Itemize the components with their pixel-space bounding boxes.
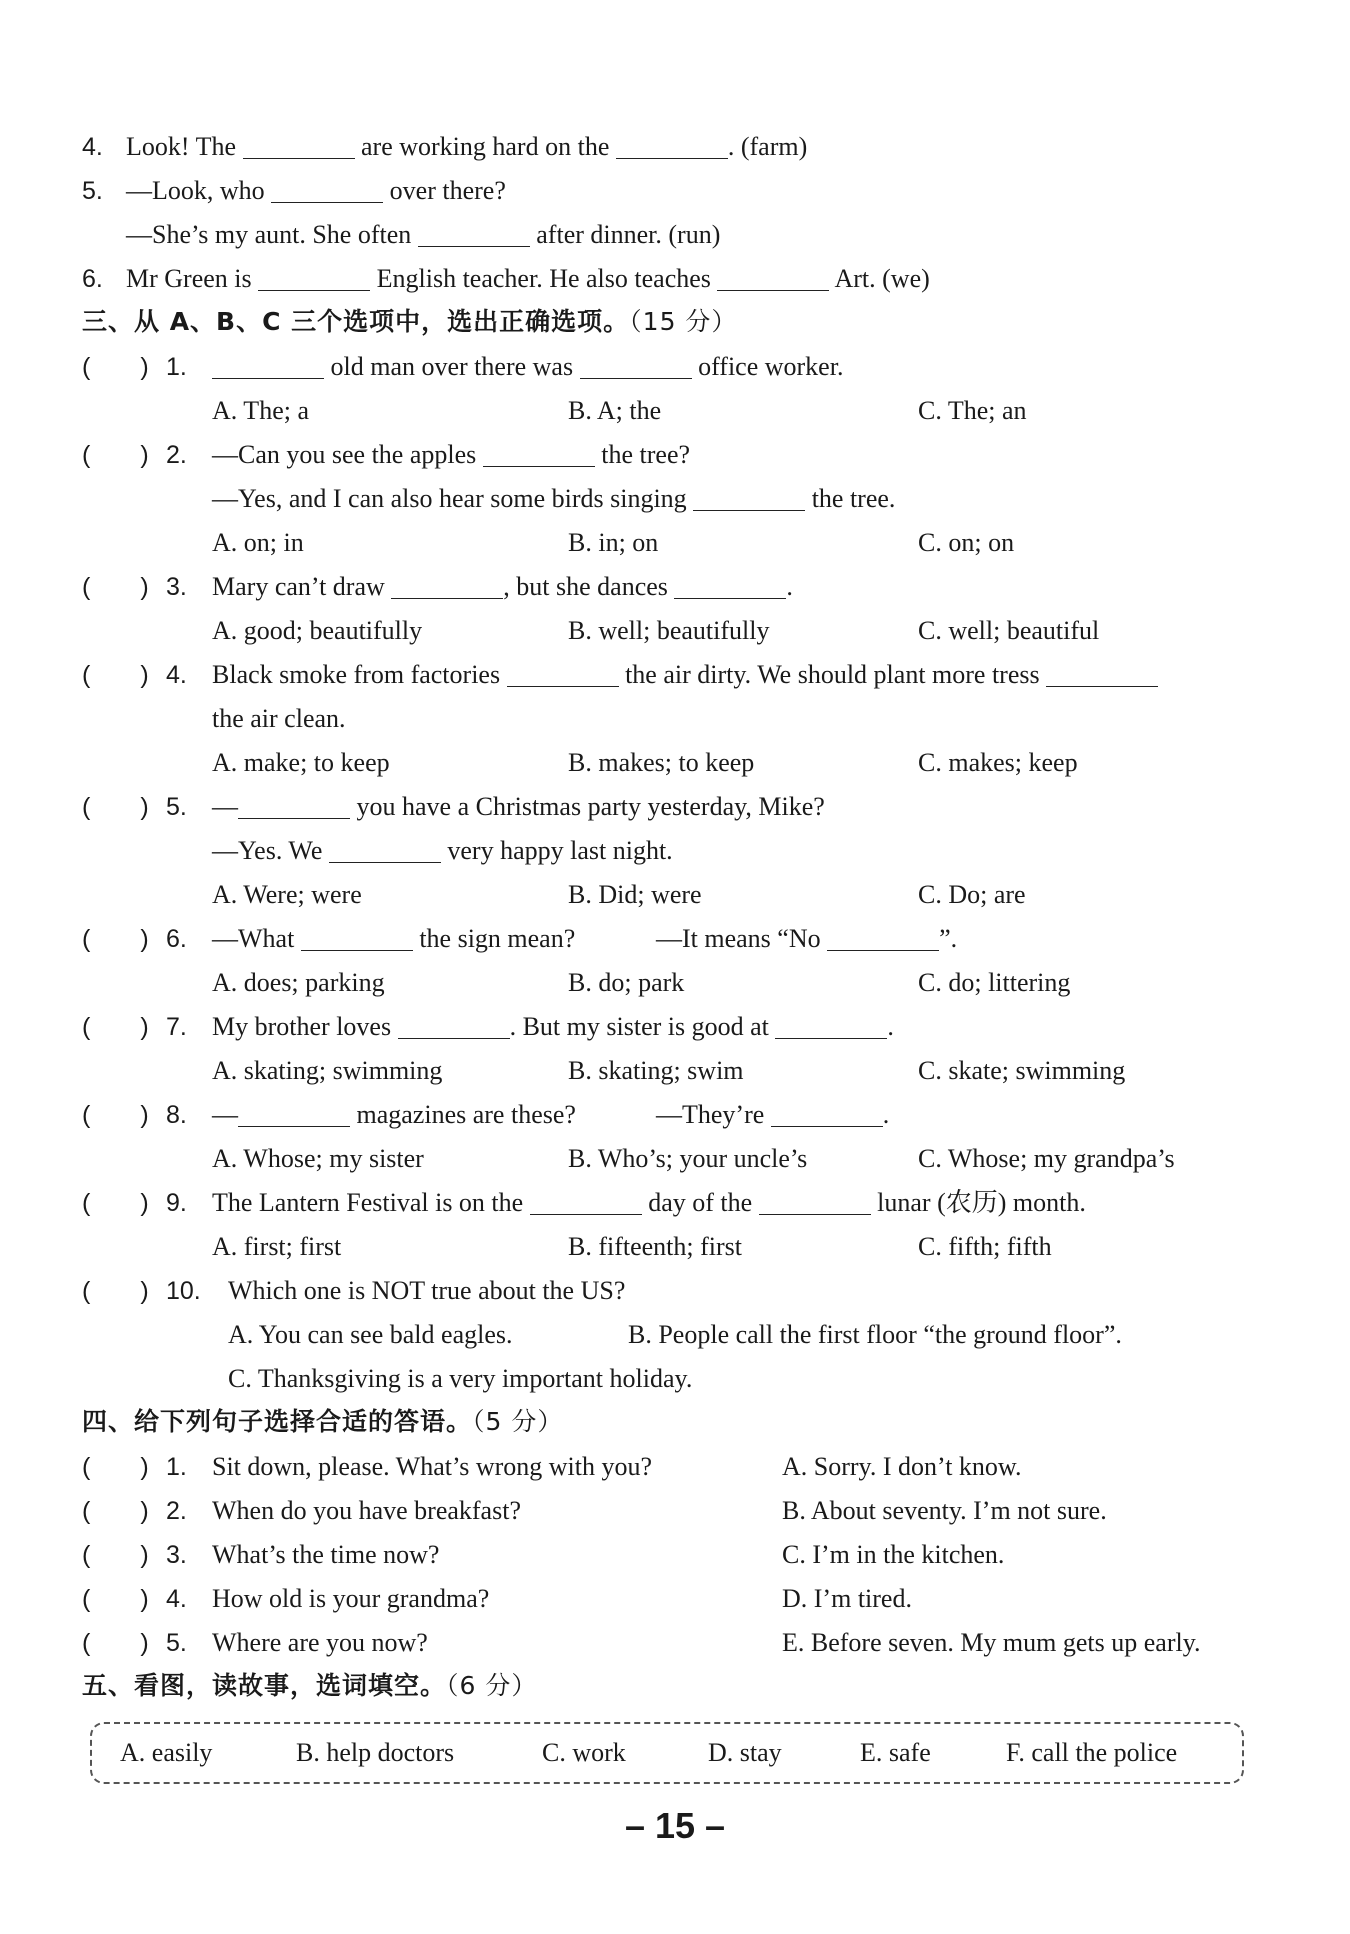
option-a[interactable]: A. good; beautifully [212, 616, 423, 645]
question-text: —Look, who over there? [126, 176, 506, 205]
question-text: Mr Green is English teacher. He also teaches Art. (we) [126, 264, 930, 293]
option-c[interactable]: C. Do; are [918, 880, 1026, 909]
question-text: —She’s my aunt. She often after dinner. (run) [126, 220, 721, 249]
answer-bracket[interactable]: ( ) [82, 1453, 149, 1481]
section-3-title: 三、从 A、B、C 三个选项中，选出正确选项。（15 分） [82, 307, 738, 336]
option-a[interactable]: A. The; a [212, 396, 309, 425]
question-text: —Can you see the apples the tree? [212, 440, 691, 469]
answer-bracket[interactable]: ( ) [82, 925, 149, 953]
answer-blank [483, 440, 595, 467]
question-text: the air clean. [212, 704, 346, 733]
option-c[interactable]: C. makes; keep [918, 748, 1078, 777]
option-a[interactable]: A. on; in [212, 528, 304, 557]
option-b[interactable]: B. in; on [568, 528, 659, 557]
answer-bracket[interactable]: ( ) [82, 1585, 149, 1613]
answer-blank [238, 1100, 350, 1127]
answer-blank[interactable] [616, 132, 728, 159]
option-a[interactable]: A. skating; swimming [212, 1056, 443, 1085]
option-b[interactable]: B. People call the first floor “the ground floor”. [628, 1320, 1122, 1349]
match-question: Sit down, please. What’s wrong with you? [212, 1452, 653, 1481]
question-text: Look! The are working hard on the . (farm) [126, 132, 808, 161]
answer-bracket[interactable]: ( ) [82, 441, 149, 469]
match-question: How old is your grandma? [212, 1584, 490, 1613]
answer-bracket[interactable]: ( ) [82, 1629, 149, 1657]
option-a[interactable]: A. make; to keep [212, 748, 390, 777]
answer-blank[interactable] [243, 132, 355, 159]
answer-blank [212, 352, 324, 379]
match-answer: E. Before seven. My mum gets up early. [782, 1628, 1201, 1657]
option-a[interactable]: A. Whose; my sister [212, 1144, 424, 1173]
answer-bracket[interactable]: ( ) [82, 1277, 149, 1305]
question-text: —They’re . [656, 1100, 890, 1129]
answer-bracket[interactable]: ( ) [82, 353, 149, 381]
option-c[interactable]: C. do; littering [918, 968, 1071, 997]
question-text: Mary can’t draw , but she dances . [212, 572, 793, 601]
answer-blank [827, 924, 939, 951]
word-option-d: D. stay [708, 1738, 782, 1767]
answer-bracket[interactable]: ( ) [82, 1497, 149, 1525]
question-text: —It means “No ”. [656, 924, 958, 953]
option-b[interactable]: B. Who’s; your uncle’s [568, 1144, 808, 1173]
page-number: – 15 – [624, 1805, 726, 1846]
answer-blank[interactable] [258, 264, 370, 291]
question-text: old man over there was office worker. [212, 347, 843, 387]
option-c[interactable]: C. Whose; my grandpa’s [918, 1144, 1175, 1173]
option-b[interactable]: B. skating; swim [568, 1056, 744, 1085]
answer-blank [398, 1012, 510, 1039]
option-c[interactable]: C. The; an [918, 396, 1027, 425]
section-4-title: 四、给下列句子选择合适的答语。（5 分） [82, 1407, 564, 1436]
option-a[interactable]: A. does; parking [212, 968, 385, 997]
question-text: —Yes. We very happy last night. [212, 836, 673, 865]
option-a[interactable]: A. You can see bald eagles. [228, 1320, 513, 1349]
answer-bracket[interactable]: ( ) [82, 573, 149, 601]
worksheet-page: 4. Look! The are working hard on the . (farm) 5. —Look, who over there? —She’s my aunt. She often after dinner. (run) 6. Mr Green is English teacher. He also teaches Art. (we) 三、从 A、B、C 三个选项中，选出正确选项。（15 分） ( ) 1. old man over there was office worker. A. The; a B. A; the C. The; an ( ) 2. —Can you see the apples the tree? —Yes, and I can also hear some birds singing the tree. A. on; in B. in; on C. on; on ( ) 3. Mary can’t draw , but she dances . A. good; beautifully B. well; beautifully C. well; beautiful ( ) 4. Black smoke from factories the air dirty. We should plant more tress the air clean. A. make; to keep B. makes; to keep C. makes; keep ( ) 5. — you have a Christmas party yesterday, Mike? —Yes. We very happy last night. A. Were; were B. Did; were C. Do; are ( ) 6. —What the sign mean? —It means “No ”. A. does; parking B. do; park C. do; littering ( ) 7. My brother loves . But my sister is good at . A. skating; swimming B. skating; swim C. skate; swimming ( ) 8. — magazines are these? —They’re . A. Whose; my sister B. Who’s; your uncle’s C. Whose; my grandpa’s ( ) 9. The Lantern Festival is on the day of the lunar (农历) month. A. first; first B. fifteenth; first C. fifth; fifth ( ) 10. Which one is NOT true about the US? A. You can see bald eagles. B. People call the first floor “the ground floor”. C. Thanksgiving is a very important holiday. 四、给下列句子选择合适的答语。（5 分） ( ) 1. Sit down, please. What’s wrong with you? A. Sorry. I don’t know. ( ) 2. When do you have breakfast? B. About seventy. I’m not sure. ( ) 3. What’s the time now? C. I’m in the kitchen. ( ) 4. How old is your grandma? D. I’m tired. ( ) 5. Where are you now? E. Before seven. My mum gets up early. 五、看图，读故事，选词填空。（6 分） A. easily B. help doctors C. work D. stay E. safe F. call the police – 15 – [0, 0, 1350, 1934]
option-b[interactable]: B. Did; were [568, 880, 702, 909]
answer-blank [329, 836, 441, 863]
question-text: Which one is NOT true about the US? [228, 1276, 626, 1305]
word-option-e: E. safe [860, 1738, 931, 1767]
answer-bracket[interactable]: ( ) [82, 793, 149, 821]
question-text: My brother loves . But my sister is good at . [212, 1012, 894, 1041]
question-text: —What the sign mean? [212, 924, 576, 953]
question-text: The Lantern Festival is on the day of the lunar (农历) month. [212, 1188, 1086, 1217]
answer-blank [391, 572, 503, 599]
match-question: What’s the time now? [212, 1540, 440, 1569]
question-text: —Yes, and I can also hear some birds singing the tree. [212, 484, 896, 513]
match-answer: A. Sorry. I don’t know. [782, 1452, 1022, 1481]
answer-blank [1046, 660, 1158, 687]
word-option-a: A. easily [120, 1738, 213, 1767]
answer-bracket[interactable]: ( ) [82, 1189, 149, 1217]
answer-bracket[interactable]: ( ) [82, 1541, 149, 1569]
answer-blank [507, 660, 619, 687]
answer-blank[interactable] [717, 264, 829, 291]
word-option-f: F. call the police [1006, 1738, 1178, 1767]
answer-blank [238, 792, 350, 819]
answer-blank [580, 352, 692, 379]
option-a[interactable]: A. first; first [212, 1232, 342, 1261]
answer-blank [674, 572, 786, 599]
answer-blank [775, 1012, 887, 1039]
answer-bracket[interactable]: ( ) [82, 661, 149, 689]
option-b[interactable]: B. makes; to keep [568, 748, 755, 777]
answer-bracket[interactable]: ( ) [82, 1101, 149, 1129]
word-bank-box [90, 1722, 1244, 1784]
option-c[interactable]: C. on; on [918, 528, 1015, 557]
section-5-title: 五、看图，读故事，选词填空。（6 分） [82, 1671, 538, 1700]
match-answer: D. I’m tired. [782, 1584, 912, 1613]
word-option-c: C. work [542, 1738, 626, 1767]
answer-blank [693, 484, 805, 511]
answer-blank [301, 924, 413, 951]
question-text: — magazines are these? [212, 1100, 576, 1129]
match-answer: B. About seventy. I’m not sure. [782, 1496, 1107, 1525]
question-text: Black smoke from factories the air dirty. We should plant more tress [212, 655, 1158, 695]
word-option-b: B. help doctors [296, 1738, 455, 1767]
match-answer: C. I’m in the kitchen. [782, 1540, 1005, 1569]
option-b[interactable]: B. do; park [568, 968, 685, 997]
match-question: Where are you now? [212, 1628, 428, 1657]
answer-blank [771, 1100, 883, 1127]
option-c[interactable]: C. well; beautiful [918, 616, 1100, 645]
answer-bracket[interactable]: ( ) [82, 1013, 149, 1041]
option-c[interactable]: C. skate; swimming [918, 1056, 1126, 1085]
answer-blank [759, 1188, 871, 1215]
option-c[interactable]: C. fifth; fifth [918, 1232, 1052, 1261]
option-b[interactable]: B. well; beautifully [568, 616, 770, 645]
option-a[interactable]: A. Were; were [212, 880, 362, 909]
answer-blank[interactable] [271, 176, 383, 203]
option-b[interactable]: B. A; the [568, 396, 662, 425]
answer-blank [530, 1188, 642, 1215]
answer-blank[interactable] [418, 220, 530, 247]
match-question: When do you have breakfast? [212, 1496, 521, 1525]
option-b[interactable]: B. fifteenth; first [568, 1232, 743, 1261]
question-text: — you have a Christmas party yesterday, Mike? [212, 792, 825, 821]
option-c[interactable]: C. Thanksgiving is a very important holiday. [228, 1364, 693, 1393]
